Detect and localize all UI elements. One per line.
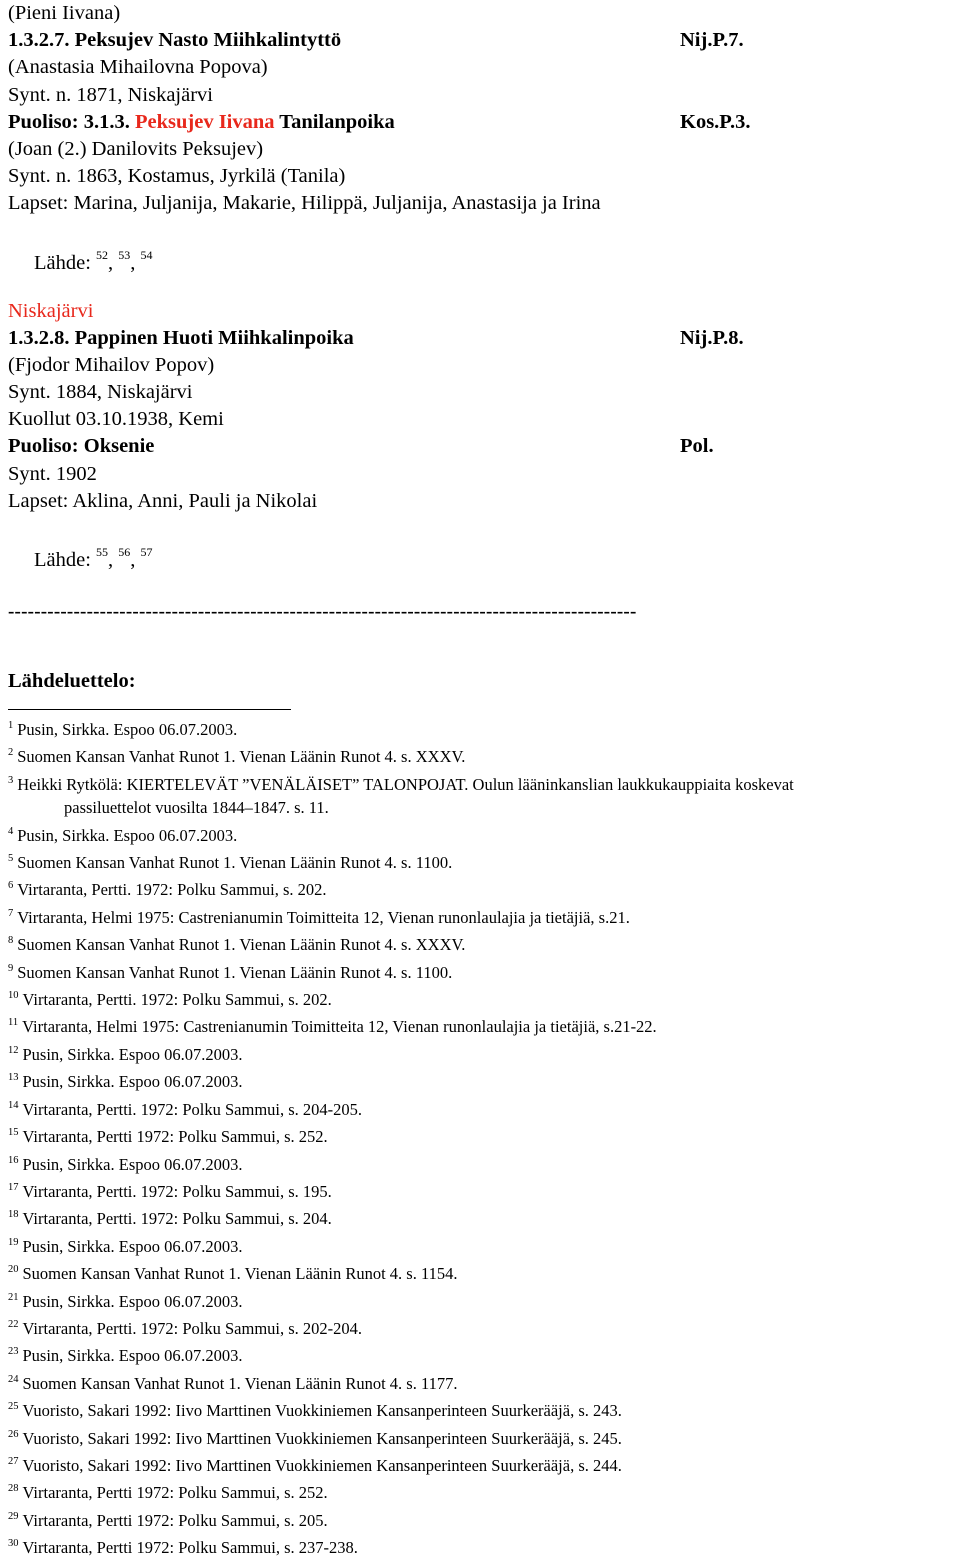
footnote-text: Virtaranta, Pertti. 1972: Polku Sammui, s. 202-204. <box>22 1318 363 1338</box>
footnote-text: Virtaranta, Pertti 1972: Polku Sammui, s. 237-238. <box>22 1538 358 1558</box>
footnote-item <box>8 1450 952 1477</box>
spouse-heading <box>8 109 952 136</box>
parent-name <box>8 0 952 27</box>
footnote-item <box>8 1505 952 1532</box>
footnote-item <box>8 929 952 956</box>
children-list <box>8 190 952 217</box>
footnote-text: Pusin, Sirkka. Espoo 06.07.2003. <box>22 1291 243 1311</box>
footnote-number: 13 <box>8 1072 19 1084</box>
footnote-number: 8 <box>8 935 14 947</box>
footnote-number: 18 <box>8 1209 19 1221</box>
footnote-text: Virtaranta, Pertti. 1972: Polku Sammui, s. 202. <box>17 880 327 900</box>
spouse-ref: Kos.P.3. <box>680 110 751 133</box>
footnote-item <box>8 1340 952 1367</box>
footnote-item <box>8 1149 952 1176</box>
footnote-item <box>8 1011 952 1038</box>
footnote-item <box>8 1094 952 1121</box>
footnote-item <box>8 1039 952 1066</box>
footnote-number: 26 <box>8 1428 19 1440</box>
footnote-number: 22 <box>8 1318 19 1330</box>
footnote-item <box>8 1477 952 1504</box>
footnote-number: 12 <box>8 1044 19 1056</box>
footnote-number: 7 <box>8 907 14 919</box>
footnote-text: Suomen Kansan Vanhat Runot 1. Vienan Läänin Runot 4. s. 1177. <box>22 1373 458 1393</box>
footnote-number: 1 <box>8 720 14 731</box>
person-ref: Nij.P.7. <box>680 29 744 52</box>
footnote-item <box>8 769 952 820</box>
footnote-ref[interactable]: 55 <box>96 545 109 559</box>
parent-name-text: (Pieni Iivana) <box>8 2 121 24</box>
footnote-item <box>8 1258 952 1285</box>
footnote-number: 2 <box>8 747 14 759</box>
person-born <box>8 82 952 109</box>
spouse-name: Puoliso: Oksenie <box>8 435 155 458</box>
footnote-text: Vuoristo, Sakari 1992: Iivo Marttinen Vuokkiniemen Kansanperinteen Suurkerääjä, s. 244. <box>22 1455 622 1475</box>
footnote-text: Pusin, Sirkka. Espoo 06.07.2003. <box>22 1154 243 1174</box>
footnote-text: Pusin, Sirkka. Espoo 06.07.2003. <box>22 1346 243 1366</box>
footnote-ref[interactable]: 56 <box>118 545 131 559</box>
footnote-text: Pusin, Sirkka. Espoo 06.07.2003. <box>17 825 238 845</box>
footnote-text: Virtaranta, Pertti 1972: Polku Sammui, s. 205. <box>22 1510 328 1530</box>
footnote-text: Heikki Rytkölä: KIERTELEVÄT ”VENÄLÄISET” TALONPOJAT. Oulun lääninkanslian laukkukauppiaita koskevat <box>17 774 794 794</box>
person-born-text: Synt. n. 1871, Niskajärvi <box>8 83 213 106</box>
footnote-text: Suomen Kansan Vanhat Runot 1. Vienan Läänin Runot 4. s. 1154. <box>22 1264 458 1284</box>
sources-line: Lähde: $^{55}$, $^{56}$, $^{57}$ <box>34 545 153 571</box>
footnote-number: 5 <box>8 853 14 865</box>
footnote-item <box>8 820 952 847</box>
footnote-item <box>8 874 952 901</box>
footnote-item <box>8 1423 952 1450</box>
spouse-alt-name-text: (Joan (2.) Danilovits Peksujev) <box>8 137 264 160</box>
spouse-suffix: Tanilanpoika <box>274 110 395 133</box>
footnote-text: Pusin, Sirkka. Espoo 06.07.2003. <box>22 1072 243 1092</box>
footnote-text: Virtaranta, Helmi 1975: Castrenianumin Toimitteita 12, Vienan runonlaulajia ja tietäjiä, s.21. <box>17 907 630 927</box>
footnote-text: Virtaranta, Pertti. 1972: Polku Sammui, s. 202. <box>22 990 332 1010</box>
footnote-item <box>8 1121 952 1148</box>
footnote-number: 27 <box>8 1455 19 1467</box>
footnote-number: 16 <box>8 1154 19 1166</box>
footnote-number: 29 <box>8 1510 19 1522</box>
footnote-number: 10 <box>8 990 19 1002</box>
footnote-item <box>8 1313 952 1340</box>
spouse-ref: Pol. <box>680 435 714 458</box>
footnote-item <box>8 1231 952 1258</box>
footnote-text: Pusin, Sirkka. Espoo 06.07.2003. <box>22 1236 243 1256</box>
footnote-item <box>8 984 952 1011</box>
footnote-text: Vuoristo, Sakari 1992: Iivo Marttinen Vuokkiniemen Kansanperinteen Suurkerääjä, s. 245. <box>22 1428 622 1448</box>
footnote-number: 19 <box>8 1236 19 1248</box>
footnote-text: Pusin, Sirkka. Espoo 06.07.2003. <box>17 720 238 739</box>
footnote-text: Pusin, Sirkka. Espoo 06.07.2003. <box>22 1044 243 1064</box>
person-alt-name <box>8 54 952 81</box>
footnote-text: Suomen Kansan Vanhat Runot 1. Vienan Läänin Runot 4. s. XXXV. <box>17 935 466 955</box>
place-heading <box>8 298 952 325</box>
person-heading <box>8 27 952 54</box>
person-ref: Nij.P.8. <box>680 326 744 349</box>
footnote-item <box>8 741 952 768</box>
footnote-number: 3 <box>8 774 14 786</box>
bibliography-heading: Lähdeluettelo: <box>8 670 136 692</box>
footnote-number: 9 <box>8 962 14 974</box>
sources-label: Lähde: <box>34 251 97 274</box>
spouse-born-text: Synt. n. 1863, Kostamus, Jyrkilä (Tanila) <box>8 165 346 188</box>
spouse-alt-name <box>8 136 952 163</box>
spouse-heading <box>8 433 952 460</box>
footnote-ref[interactable]: 57 <box>140 545 153 559</box>
footnote-number: 11 <box>8 1017 19 1029</box>
footnote-item <box>8 1368 952 1395</box>
footnote-number: 4 <box>8 825 14 837</box>
person-born-text: Synt. 1884, Niskajärvi <box>8 381 193 404</box>
footnote-item <box>8 1395 952 1422</box>
footnote-number: 30 <box>8 1538 19 1550</box>
footnote-number: 21 <box>8 1291 19 1303</box>
footnote-item <box>8 1203 952 1230</box>
footnote-item <box>8 902 952 929</box>
footnote-text: Virtaranta, Pertti. 1972: Polku Sammui, s. 195. <box>22 1181 332 1201</box>
footnote-ref[interactable]: 52 <box>96 247 109 262</box>
children-list-text: Lapset: Aklina, Anni, Pauli ja Nikolai <box>8 489 318 512</box>
footnote-text: Suomen Kansan Vanhat Runot 1. Vienan Läänin Runot 4. s. 1100. <box>17 962 453 982</box>
footnote-item <box>8 1532 952 1559</box>
footnote-number: 6 <box>8 880 14 892</box>
footnote-text: Virtaranta, Pertti 1972: Polku Sammui, s. 252. <box>22 1483 328 1503</box>
person-code-name: 1.3.2.7. Peksujev Nasto Miihkalintyttö <box>8 29 342 52</box>
footnote-number: 23 <box>8 1346 19 1358</box>
footnote-number: 17 <box>8 1181 19 1193</box>
footnote-item <box>8 1066 952 1093</box>
person-heading <box>8 325 952 352</box>
footnote-item <box>8 847 952 874</box>
footnote-number: 14 <box>8 1099 19 1111</box>
person-alt-name-text: (Fjodor Mihailov Popov) <box>8 353 215 376</box>
footnote-number: 28 <box>8 1483 19 1495</box>
footnote-number: 24 <box>8 1373 19 1385</box>
person-alt-name <box>8 352 952 379</box>
person-died-text: Kuollut 03.10.1938, Kemi <box>8 408 224 431</box>
footnote-text: Virtaranta, Helmi 1975: Castrenianumin Toimitteita 12, Vienan runonlaulajia ja tietäjiä, s.21-22. <box>22 1017 657 1037</box>
footnote-ref[interactable]: 54 <box>140 247 153 262</box>
footnote-item <box>8 714 952 741</box>
person-code-name: 1.3.2.8. Pappinen Huoti Miihkalinpoika <box>8 326 354 349</box>
footnote-text: Virtaranta, Pertti. 1972: Polku Sammui, s. 204. <box>22 1209 332 1229</box>
footnote-text-continued: passiluettelot vuosilta 1844–1847. s. 11. <box>64 798 329 818</box>
person-alt-name-text: (Anastasia Mihailovna Popova) <box>8 56 268 79</box>
footnote-text: Vuoristo, Sakari 1992: Iivo Marttinen Vuokkiniemen Kansanperinteen Suurkerääjä, s. 243. <box>22 1401 622 1421</box>
separator-line: ------------------------------------------------------------------------------------------------ <box>8 601 637 622</box>
spouse-prefix: Puoliso: 3.1.3. <box>8 110 135 133</box>
person-born <box>8 379 952 406</box>
spouse-born <box>8 461 952 488</box>
footnote-number: 15 <box>8 1127 19 1139</box>
footnote-item <box>8 1286 952 1313</box>
footnote-text: Virtaranta, Pertti. 1972: Polku Sammui, s. 204-205. <box>22 1099 363 1119</box>
sources-line: Lähde: $^{52}$, $^{53}$, $^{54}$ <box>34 247 153 274</box>
footnote-item <box>8 1176 952 1203</box>
children-list <box>8 488 952 515</box>
footnote-text: Virtaranta, Pertti 1972: Polku Sammui, s. 252. <box>22 1127 328 1147</box>
footnote-text: Suomen Kansan Vanhat Runot 1. Vienan Läänin Runot 4. s. XXXV. <box>17 747 466 767</box>
sources-label: Lähde: <box>34 549 97 571</box>
footnote-item <box>8 957 952 984</box>
footnote-text: Suomen Kansan Vanhat Runot 1. Vienan Läänin Runot 4. s. 1100. <box>17 853 453 873</box>
footnote-list <box>8 714 952 1560</box>
place-heading-text: Niskajärvi <box>8 299 94 322</box>
footnote-number: 25 <box>8 1401 19 1413</box>
person-died <box>8 406 952 433</box>
spouse-born-text: Synt. 1902 <box>8 462 97 485</box>
spouse-highlighted-name: Peksujev Iivana <box>135 110 275 133</box>
spouse-born <box>8 163 952 190</box>
footnote-divider <box>8 709 291 710</box>
footnote-ref[interactable]: 53 <box>118 247 131 262</box>
document-page <box>8 0 952 1560</box>
children-list-text: Lapset: Marina, Juljanija, Makarie, Hilippä, Juljanija, Anastasija ja Irina <box>8 192 601 215</box>
footnote-number: 20 <box>8 1264 19 1276</box>
